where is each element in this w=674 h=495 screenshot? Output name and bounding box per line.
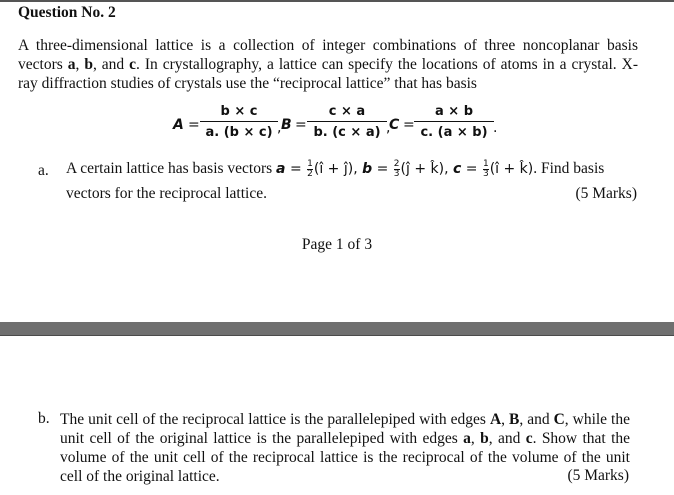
item-b-text-4: , while the unit cell of the original lattice is the parallelepiped with edges [60,411,630,447]
formula-B-equals: = [295,117,307,133]
item-a-sep-2: , [444,161,453,178]
formula-A-label: A [173,117,184,133]
formula-B-label: B [281,117,292,133]
intro-paragraph [18,36,638,93]
formula-B-denominator: b. (c × a) [307,121,387,140]
formula-comma-1: , [277,120,282,136]
item-b-text-6: , and [488,430,526,447]
item-a-vec-1: (î + ĵ) [313,161,354,178]
item-a-frac-1-den: 2 [307,169,313,179]
item-a-frac-2-num: 2 [393,159,400,169]
item-b-text-7: . Show that the volume of the unit cell of the reciprocal lattice is the reciprocal of the volume of the unit cell of the original lattice. [60,430,631,485]
item-a-statement [66,160,638,179]
item-b-text-1: The unit cell of the reciprocal lattice is the parallelepiped with edges [60,411,490,428]
vector-b: b [84,56,93,73]
item-a-eq-3: = [461,161,482,178]
top-divider [0,0,674,2]
item-a-vec-3: (î + k̂) [489,161,534,178]
item-a-eq-2: = [372,161,393,178]
formula-B-numerator: c × a [328,104,366,119]
item-a-frac-3-num: 1 [482,159,489,169]
question-title: Question No. 2 [18,4,116,21]
item-a-tail: . Find basis [533,160,605,178]
intro-text-1: A three-dimensional lattice is a collection of integer combinations of three noncoplanar basis vectors [18,37,638,73]
item-a-frac-3-den: 3 [482,169,489,179]
item-b-edge-a: a [463,430,471,447]
vector-c: c [129,56,137,73]
item-a-frac-1-num: 1 [307,159,313,169]
formula-period: . [493,120,498,136]
formula-C-fraction [414,104,494,140]
item-a-letter: a. [38,162,49,179]
formula-A-denominator: a. (b × c) [200,121,278,140]
item-a-eq-1: = [285,161,307,178]
item-b-text-3: , and [519,411,554,428]
item-b-edge-b: b [480,430,489,447]
vector-a: a [67,56,76,73]
formula-C-equals: = [403,117,415,133]
page-number: Page 1 of 3 [301,236,373,253]
item-b-text-2: , [501,411,509,428]
formula-C-numerator: a × b [434,104,474,119]
item-a-frac-3 [483,160,489,179]
item-a-marks: (5 Marks) [575,185,637,202]
item-a-line-2: vectors for the reciprocal lattice. [66,185,267,202]
intro-text-4: . In crystallography, a lattice can specify the locations of atoms in a crystal. X-ray diffraction studies of crystals use the “reciprocal lattice” that has basis [18,56,638,92]
item-a-vector-b: b [362,161,373,178]
formula-C-denominator: c. (a × b) [414,121,494,140]
item-a-vector-a: a [276,161,286,178]
formula-B-fraction [307,104,387,140]
item-a-frac-2 [394,160,400,179]
intro-text-3: , and [92,56,130,73]
item-a-frac-2-den: 3 [393,169,400,179]
page-break-band [0,322,674,336]
item-b-statement [60,410,630,486]
formula-A-fraction [200,104,278,140]
item-a-vector-c: c [453,161,462,178]
item-a-vec-2: (ĵ + k̂) [400,161,445,178]
intro-text-2: , [75,56,85,73]
item-b-letter: b. [38,410,50,427]
item-b-edge-C: C [553,411,565,428]
formula-comma-2: , [386,120,391,136]
formula-A-numerator: b × c [220,104,258,119]
item-a-text: A certain lattice has basis vectors [66,160,277,178]
formula-A-equals: = [188,117,200,133]
formula-C-label: C [389,117,400,133]
item-a-frac-1 [307,160,313,179]
item-b-edge-c: c [525,430,533,447]
item-b-edge-A: A [489,411,502,428]
item-b-text-5: , [470,430,481,447]
item-a-sep-1: , [353,161,363,178]
item-b-edge-B: B [509,411,520,428]
item-b-marks: (5 Marks) [567,467,629,484]
